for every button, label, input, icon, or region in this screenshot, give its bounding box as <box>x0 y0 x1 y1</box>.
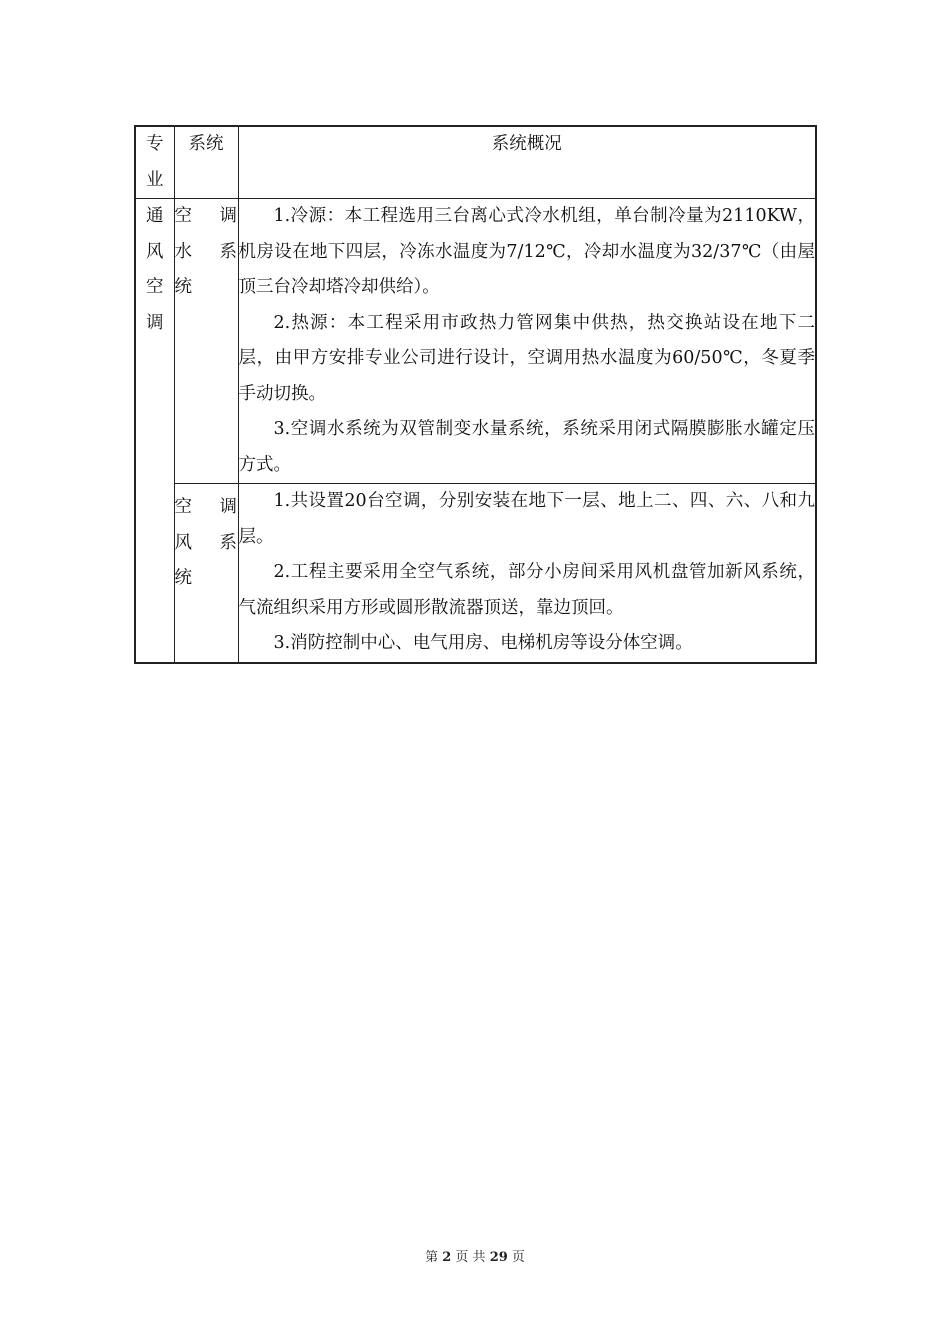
description-paragraph: 3.消防控制中心、电气用房、电梯机房等设分体空调。 <box>273 633 693 653</box>
header-overview: 系统概况 <box>238 126 816 199</box>
major-cell <box>135 199 174 663</box>
footer-total-pages: 29 <box>489 1250 508 1265</box>
table-row <box>135 199 816 484</box>
description-paragraph: 1.冷源：本工程选用三台离心式冷水机组，单台制冷量为2110KW，机房设在地下四层，冷冻水温度为7/12℃，冷却水温度为32/37℃（由屋顶三台冷却塔冷却供给）。 <box>238 206 815 297</box>
system-cell-air <box>174 484 238 663</box>
description-paragraph: 1.共设置20台空调，分别安装在地下一层、地上二、四、六、八和九层。 <box>238 491 815 547</box>
system-cell-water <box>174 199 238 484</box>
table-row <box>135 484 816 663</box>
footer-prefix: 第 <box>425 1250 439 1265</box>
description-paragraph: 2.热源：本工程采用市政热力管网集中供热，热交换站设在地下二层，由甲方安排专业公司进行设计，空调用热水温度为60/50℃，冬夏季手动切换。 <box>238 312 815 404</box>
header-major-line1: 专 <box>146 134 164 154</box>
major-char: 空 <box>146 277 164 297</box>
description-paragraph: 3.空调水系统为双管制变水量系统，系统采用闭式隔膜膨胀水罐定压方式。 <box>238 419 815 475</box>
description-cell-air <box>238 484 816 663</box>
system-name-water: 空 调 水 系 统 <box>174 206 238 297</box>
header-system: 系统 <box>174 126 238 199</box>
major-char: 调 <box>146 312 164 333</box>
system-name-air: 空 调 风 系 统 <box>174 497 238 588</box>
description-paragraph: 2.工程主要采用全空气系统，部分小房间采用风机盘管加新风系统，气流组织采用方形或圆形散流器顶送，靠边顶回。 <box>238 562 815 618</box>
major-char: 通 <box>146 206 164 226</box>
hvac-system-table <box>134 125 817 664</box>
footer-suffix: 页 <box>511 1250 525 1265</box>
description-cell-water <box>238 199 816 484</box>
page-footer <box>0 1246 950 1265</box>
header-major <box>135 126 174 199</box>
footer-middle: 页 共 <box>455 1250 486 1265</box>
header-major-line2: 业 <box>146 169 164 190</box>
footer-page-number: 2 <box>442 1250 452 1265</box>
major-char: 风 <box>146 241 164 262</box>
table-header-row <box>135 126 816 199</box>
